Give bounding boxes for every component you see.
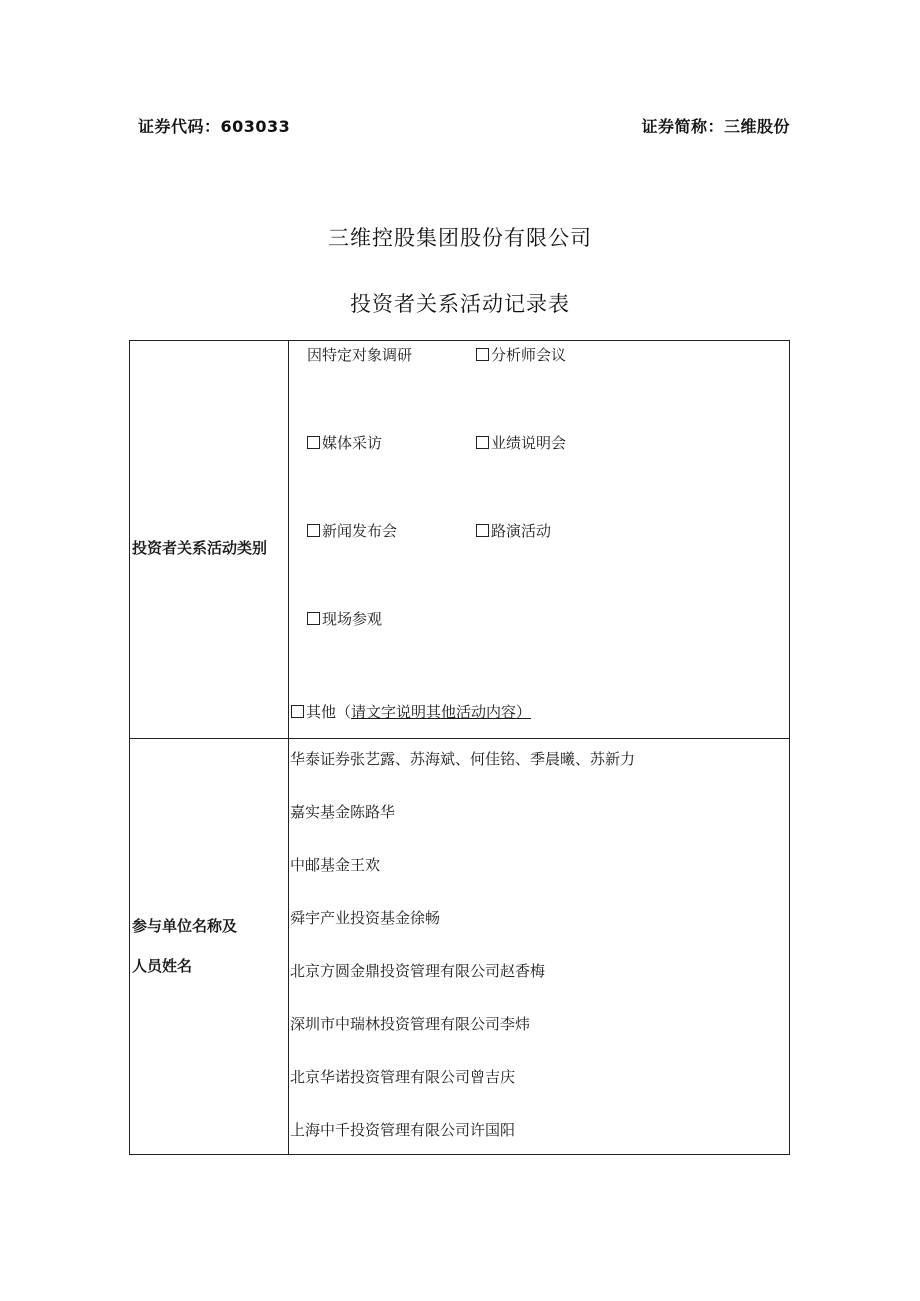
option-earnings-briefing[interactable]: 业绩说明会	[476, 432, 566, 453]
activity-options-cell	[289, 341, 790, 739]
activity-row	[130, 341, 790, 739]
checkbox-icon[interactable]	[476, 436, 489, 449]
option-site-visit[interactable]: 现场参观	[307, 608, 382, 629]
checkbox-icon[interactable]	[476, 348, 489, 361]
option-media-interview[interactable]: 媒体采访	[307, 432, 382, 453]
record-table	[129, 340, 790, 1155]
participants-label-cell	[130, 739, 289, 1155]
participant-item: 上海中千投资管理有限公司许国阳	[290, 1121, 516, 1139]
participant-item: 舜宇产业投资基金徐畅	[290, 909, 441, 927]
participant-item: 嘉实基金陈路华	[290, 803, 396, 821]
activity-label: 投资者关系活动类别	[132, 539, 268, 557]
participant-item: 华泰证券张艺露、苏海斌、何佳铭、季晨曦、苏新力	[290, 750, 636, 768]
company-title: 三维控股集团股份有限公司	[328, 226, 592, 250]
checkbox-icon[interactable]	[307, 436, 320, 449]
checkbox-icon[interactable]	[476, 524, 489, 537]
participants-row	[130, 739, 790, 1155]
participants-list-cell	[289, 739, 790, 1155]
checkbox-icon[interactable]	[307, 612, 320, 625]
option-specific-research[interactable]: 因特定对象调研	[307, 346, 413, 364]
security-short-name: 证券简称：三维股份	[641, 117, 790, 136]
form-title: 投资者关系活动记录表	[350, 292, 570, 316]
participant-item: 北京方圆金鼎投资管理有限公司赵香梅	[290, 962, 546, 980]
option-roadshow[interactable]: 路演活动	[476, 520, 551, 541]
participant-item: 北京华诺投资管理有限公司曾吉庆	[290, 1068, 516, 1086]
security-code: 证券代码：603033	[138, 117, 291, 136]
option-analyst-meeting[interactable]: 分析师会议	[476, 344, 566, 365]
other-description: 请文字说明其他活动内容）	[351, 703, 532, 721]
option-other[interactable]: 其他（请文字说明其他活动内容）	[291, 701, 531, 722]
checkbox-icon[interactable]	[291, 705, 304, 718]
participants-label-line1: 参与单位名称及	[132, 917, 238, 935]
option-press-conference[interactable]: 新闻发布会	[307, 520, 397, 541]
participants-label-line2: 人员姓名	[132, 957, 193, 975]
checkbox-icon[interactable]	[307, 524, 320, 537]
participant-item: 深圳市中瑞林投资管理有限公司李炜	[290, 1015, 531, 1033]
activity-label-cell	[130, 341, 289, 739]
participant-item: 中邮基金王欢	[290, 856, 381, 874]
